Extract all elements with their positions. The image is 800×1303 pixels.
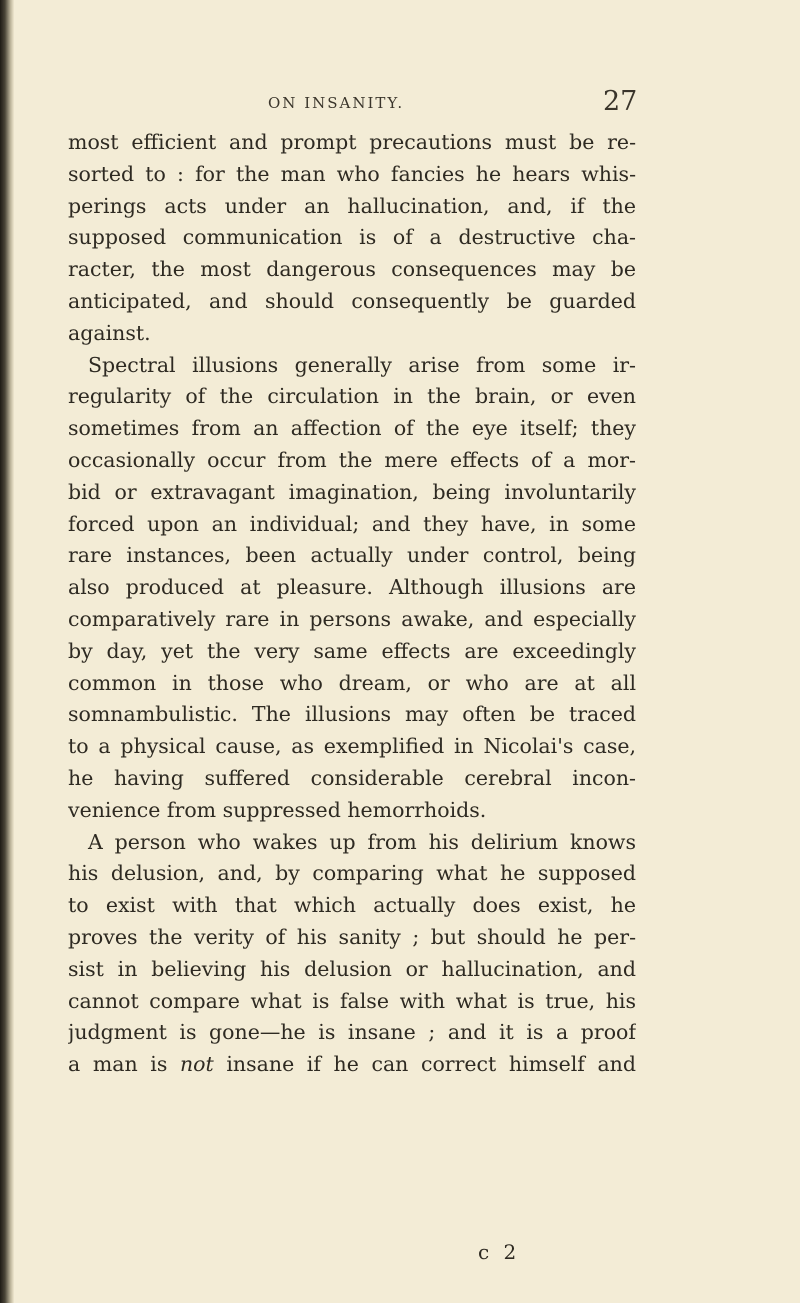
text-line: forced upon an individual; and they have, in some (68, 511, 636, 536)
text-line: by day, yet the very same effects are exceedingly (68, 638, 636, 663)
page-number: 27 (603, 86, 638, 117)
text-line: occasionally occur from the mere effects of a mor- (68, 447, 636, 472)
text-line: cannot compare what is false with what is true, his (68, 988, 636, 1013)
text-line: supposed communication is of a destructive cha- (68, 225, 636, 250)
running-header (0, 86, 800, 122)
text-line: against. (68, 320, 151, 345)
running-head-title: ON INSANITY. (268, 94, 405, 112)
page-binding-edge (0, 0, 14, 1303)
text-line: somnambulistic. The illusions may often be traced (68, 702, 636, 727)
final-line-start: a man is (68, 1052, 180, 1077)
text-line: his delusion, and, by comparing what he supposed (68, 861, 636, 886)
text-line: to a physical cause, as exemplified in Nicolai's case, (68, 734, 636, 759)
text-line: sorted to : for the man who fancies he hears whis- (68, 161, 636, 186)
text-line: common in those who dream, or who are at all (68, 670, 636, 695)
text-line: venience from suppressed hemorrhoids. (68, 797, 487, 822)
text-line: proves the verity of his sanity ; but should he per- (68, 924, 636, 949)
text-line: bid or extravagant imagination, being involuntarily (68, 479, 636, 504)
text-line: he having suffered considerable cerebral incon- (68, 765, 636, 790)
text-line: regularity of the circulation in the brain, or even (68, 384, 636, 409)
text-line: comparatively rare in persons awake, and especially (68, 606, 636, 631)
text-line: judgment is gone—he is insane ; and it is a proof (68, 1020, 636, 1045)
text-line: rare instances, been actually under control, being (68, 543, 636, 568)
text-line: sometimes from an affection of the eye itself; they (68, 416, 636, 441)
text-line: most efficient and prompt precautions must be re- (68, 130, 636, 154)
emphasized-word: not (179, 1052, 214, 1077)
final-line-end: insane if he can correct himself and (213, 1052, 636, 1077)
text-line: perings acts under an hallucination, and, if the (68, 193, 636, 218)
text-line: also produced at pleasure. Although illusions are (68, 575, 636, 600)
body-text (68, 127, 636, 1081)
text-line: to exist with that which actually does exist, he (68, 893, 636, 918)
text-line: racter, the most dangerous consequences may be (68, 257, 636, 282)
signature-mark: c 2 (478, 1240, 521, 1264)
paragraph-start-line: Spectral illusions generally arise from some ir- (88, 352, 636, 377)
text-line: anticipated, and should consequently be guarded (68, 288, 636, 313)
text-line: sist in believing his delusion or hallucination, and (68, 956, 636, 981)
text-line-final (68, 1049, 636, 1081)
paragraph-start-line: A person who wakes up from his delirium knows (88, 829, 636, 854)
